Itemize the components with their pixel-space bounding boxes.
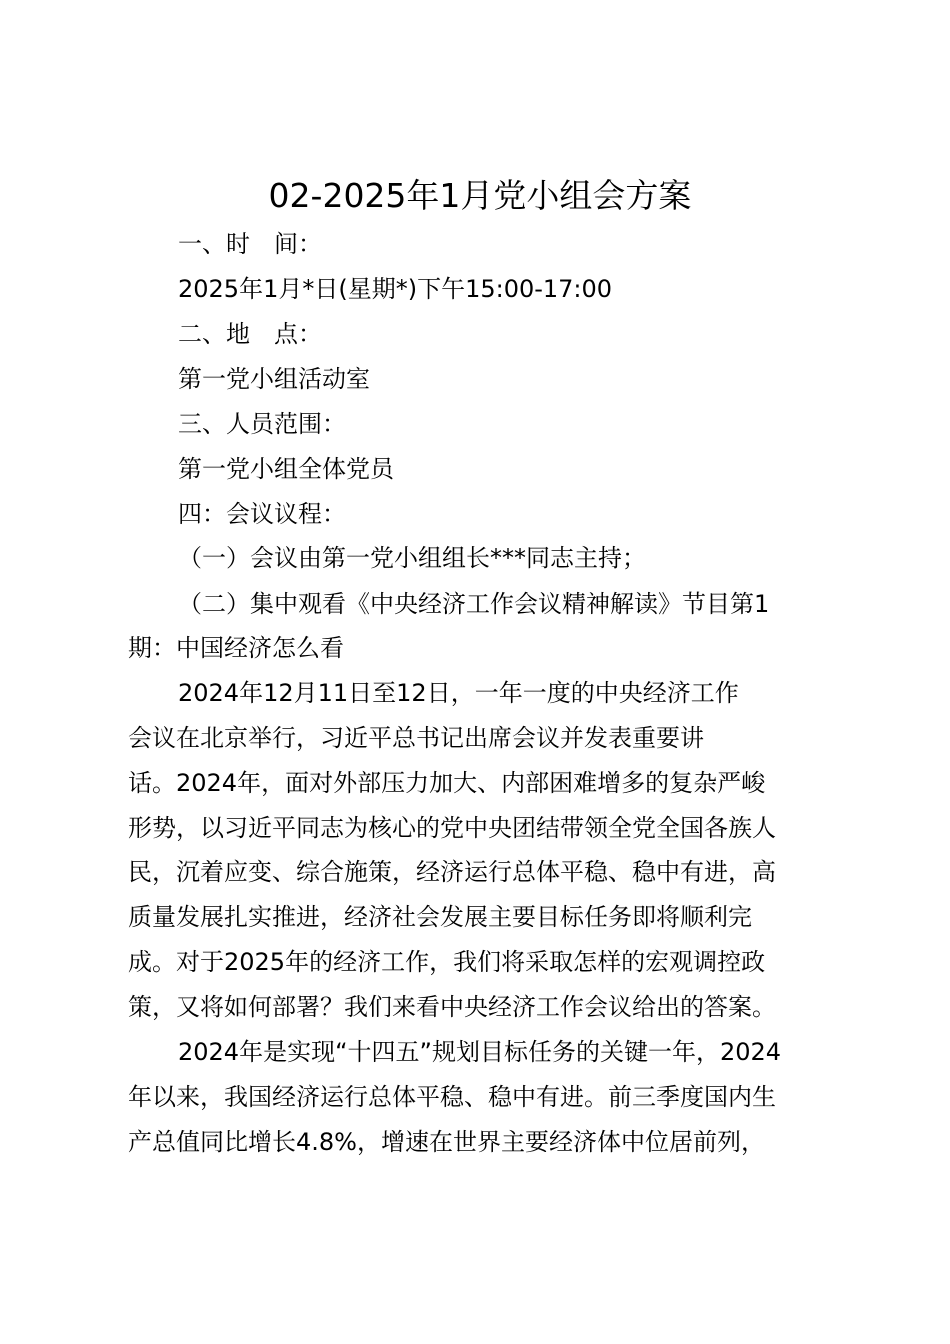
place-value: 第一党小组活动室 [178, 365, 370, 393]
paragraph-line: 年以来，我国经济运行总体平稳、稳中有进。前三季度国内生 [128, 1083, 776, 1111]
paragraph-line: 2024年是实现“十四五”规划目标任务的关键一年，2024 [178, 1038, 782, 1066]
paragraph-line: 产总值同比增长4.8%，增速在世界主要经济体中位居前列， [128, 1128, 765, 1156]
paragraph-line: 质量发展扎实推进，经济社会发展主要目标任务即将顺利完 [128, 903, 752, 931]
paragraph-line: 民，沉着应变、综合施策，经济运行总体平稳、稳中有进，高 [128, 858, 776, 886]
paragraph-line: 形势，以习近平同志为核心的党中央团结带领全党全国各族人 [128, 814, 776, 842]
agenda-item-1: （一）会议由第一党小组组长***同志主持； [178, 544, 646, 572]
section-heading-agenda: 四：会议议程： [178, 500, 346, 528]
agenda-item-2-continued: 期：中国经济怎么看 [128, 634, 344, 662]
paragraph-line: 会议在北京举行，习近平总书记出席会议并发表重要讲 [128, 724, 704, 752]
paragraph-line: 2024年12月11日至12日，一年一度的中央经济工作 [178, 679, 739, 707]
section-heading-time: 一、时 间： [178, 230, 322, 258]
document-title: 02-2025年1月党小组会方案 [268, 176, 692, 215]
paragraph-line: 成。对于2025年的经济工作，我们将采取怎样的宏观调控政 [128, 948, 766, 976]
time-value: 2025年1月*日(星期*)下午15:00-17:00 [178, 275, 613, 303]
paragraph-line: 话。2024年，面对外部压力加大、内部困难增多的复杂严峻 [128, 769, 766, 797]
section-heading-attendees: 三、人员范围： [178, 410, 346, 438]
paragraph-line: 策，又将如何部署？我们来看中央经济工作会议给出的答案。 [128, 993, 776, 1021]
attendees-value: 第一党小组全体党员 [178, 455, 394, 483]
agenda-item-2: （二）集中观看《中央经济工作会议精神解读》节目第1 [178, 590, 770, 618]
section-heading-place: 二、地 点： [178, 320, 322, 348]
